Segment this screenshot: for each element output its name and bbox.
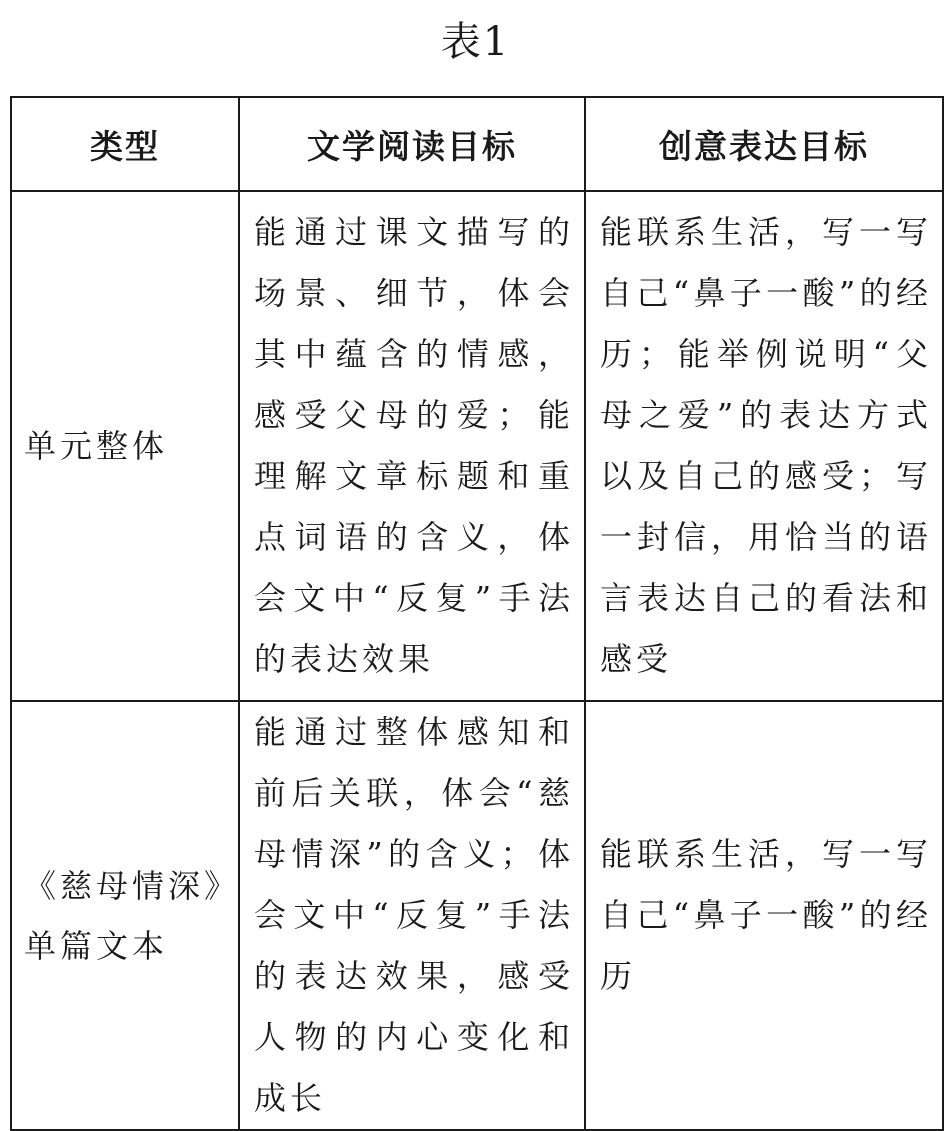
header-reading-goals: 文学阅读目标 — [239, 97, 585, 191]
table-caption: 表1 — [440, 19, 511, 65]
reading-goal-cell: 能通过整体感知和前后关联，体会“慈母情深”的含义；体会文中“反复”手法的表达效果，感受人物的内心变化和成长 — [239, 701, 585, 1130]
header-type: 类型 — [11, 97, 239, 191]
expression-goal-cell: 能联系生活，写一写自己“鼻子一酸”的经历 — [585, 701, 943, 1130]
type-label: 单元整体 — [24, 427, 169, 465]
type-cell — [11, 701, 239, 1130]
table-header-row — [11, 97, 943, 191]
reading-goal-cell: 能通过课文描写的场景、细节，体会其中蕴含的情感，感受父母的爱；能理解文章标题和重点词语的含义，体会文中“反复”手法的表达效果 — [239, 191, 585, 701]
table-row — [11, 191, 943, 701]
expression-goal-cell: 能联系生活，写一写自己“鼻子一酸”的经历；能举例说明“父母之爱”的表达方式以及自己的感受；写一封信，用恰当的语言表达自己的看法和感受 — [585, 191, 943, 701]
type-cell — [11, 191, 239, 701]
table-row — [11, 701, 943, 1130]
type-label: 单篇文本 — [24, 926, 169, 965]
goals-table — [10, 96, 944, 1131]
type-label: 《慈母情深》 — [24, 866, 241, 905]
header-expression-goals: 创意表达目标 — [585, 97, 943, 191]
